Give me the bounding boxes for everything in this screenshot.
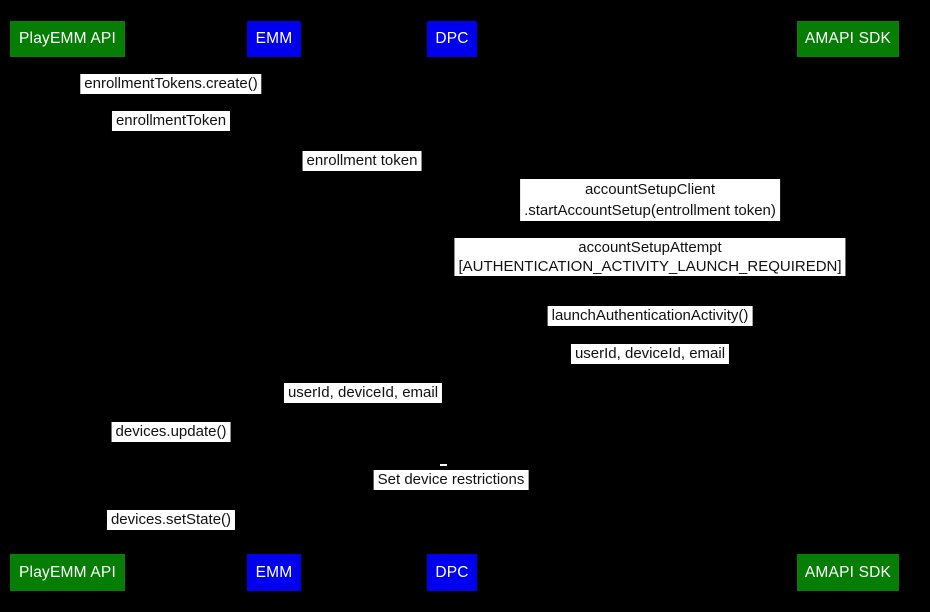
actor-amapi-sdk-bottom: AMAPI SDK	[797, 554, 899, 591]
message-line: accountSetupAttempt	[578, 239, 722, 256]
actor-emm-bottom: EMM	[247, 554, 301, 591]
message-launch-authentication-activity: launchAuthenticationActivity()	[548, 306, 753, 326]
message-start-account-setup	[520, 179, 780, 221]
message-devices-setstate: devices.setState()	[107, 510, 235, 530]
actor-dpc-bottom: DPC	[427, 554, 477, 591]
message-enrollment-token: enrollment token	[303, 151, 422, 171]
message-set-device-restrictions: Set device restrictions	[374, 470, 529, 490]
message-enrollmenttoken: enrollmentToken	[112, 111, 230, 131]
actor-emm-top: EMM	[247, 21, 301, 57]
message-line: .startAccountSetup(entrollment token)	[524, 202, 776, 219]
actor-playemm-api-bottom: PlayEMM API	[10, 554, 125, 591]
message-line: [AUTHENTICATION_ACTIVITY_LAUNCH_REQUIREDN]	[458, 258, 842, 275]
message-userid-deviceid-email-left: userId, deviceId, email	[284, 383, 442, 403]
message-userid-deviceid-email-right: userId, deviceId, email	[571, 344, 729, 364]
message-devices-update: devices.update()	[112, 422, 231, 442]
message-line: accountSetupClient	[584, 181, 716, 198]
message-enrollmenttokens-create: enrollmentTokens.create()	[80, 74, 261, 94]
message-account-setup-attempt	[454, 238, 845, 276]
actor-playemm-api-top: PlayEMM API	[10, 21, 125, 57]
actor-amapi-sdk-top: AMAPI SDK	[797, 21, 899, 57]
arrow-remnant-tick	[440, 464, 447, 466]
actor-dpc-top: DPC	[427, 21, 477, 57]
